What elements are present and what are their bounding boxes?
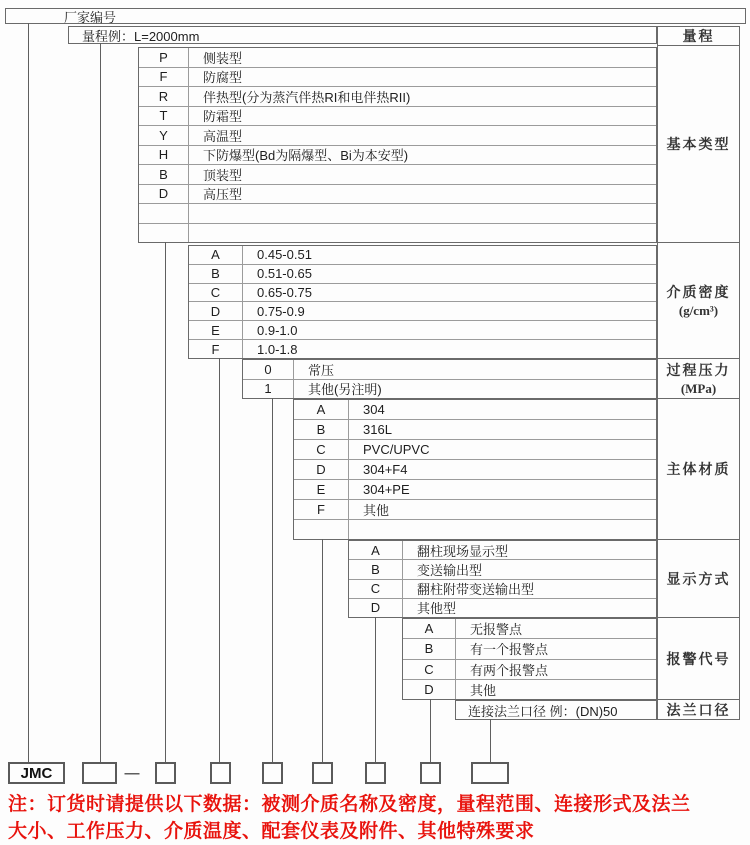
table-row: B 0.51-0.65 bbox=[189, 264, 656, 283]
table-row: F 防腐型 bbox=[139, 67, 656, 87]
table-row: B 有一个报警点 bbox=[403, 638, 656, 658]
label-flange: 法兰口径 bbox=[658, 699, 739, 719]
label-display-mode: 显示方式 bbox=[658, 539, 739, 617]
range-example-label: 量程例：L=2000mm bbox=[82, 28, 200, 44]
connector-line-alarm bbox=[430, 699, 431, 763]
code-box-range bbox=[82, 762, 117, 784]
table-row: Y 高温型 bbox=[139, 125, 656, 145]
order-note-line1: 注：订货时请提供以下数据：被测介质名称及密度，量程范围、连接形式及法兰 bbox=[8, 794, 691, 815]
code-box-material bbox=[312, 762, 333, 784]
table-row: F 其他 bbox=[294, 499, 656, 519]
order-note-line2: 大小、工作压力、介质温度、配套仪表及附件、其他特殊要求 bbox=[8, 821, 535, 842]
label-medium-density: 介质密度 (g/cm³) bbox=[658, 242, 739, 358]
label-body-material: 主体材质 bbox=[658, 398, 739, 539]
label-process-pressure: 过程压力 (MPa) bbox=[658, 358, 739, 398]
table-row: A 0.45-0.51 bbox=[189, 246, 656, 264]
table-row: A 304 bbox=[294, 400, 656, 419]
flange-size-row bbox=[455, 700, 657, 720]
body-material-table bbox=[293, 399, 657, 540]
connector-line-display bbox=[375, 617, 376, 763]
table-row-empty bbox=[139, 203, 656, 223]
table-row: E 304+PE bbox=[294, 479, 656, 499]
code-box-flange bbox=[471, 762, 509, 784]
code-box-basic-type bbox=[155, 762, 176, 784]
table-row: B 变送输出型 bbox=[349, 559, 656, 578]
table-row: 1 其他(另注明) bbox=[243, 379, 656, 399]
table-row: D 其他 bbox=[403, 679, 656, 699]
table-row: D 304+F4 bbox=[294, 459, 656, 479]
table-row: C PVC/UPVC bbox=[294, 439, 656, 459]
code-box-density bbox=[210, 762, 231, 784]
table-row: H 下防爆型(Bd为隔爆型、Bi为本安型) bbox=[139, 145, 656, 165]
table-row: 0 常压 bbox=[243, 360, 656, 379]
medium-density-table bbox=[188, 245, 657, 359]
table-row-empty bbox=[294, 519, 656, 539]
table-row: D 其他型 bbox=[349, 598, 656, 617]
range-example-box bbox=[68, 26, 657, 44]
separator-dash: — bbox=[124, 764, 140, 782]
connector-line-factory bbox=[28, 23, 29, 763]
alarm-code-table bbox=[402, 618, 657, 700]
label-basic-type: 基本类型 bbox=[658, 45, 739, 242]
table-row: P 侧装型 bbox=[139, 48, 656, 67]
category-label-column bbox=[657, 26, 740, 720]
code-box-display bbox=[365, 762, 386, 784]
display-mode-table bbox=[348, 540, 657, 618]
connector-line-range bbox=[100, 43, 101, 763]
table-row: T 防霜型 bbox=[139, 106, 656, 126]
model-prefix-box: JMC bbox=[8, 762, 65, 784]
code-box-pressure bbox=[262, 762, 283, 784]
order-note bbox=[8, 791, 748, 845]
table-row: D 高压型 bbox=[139, 184, 656, 204]
table-row: D 0.75-0.9 bbox=[189, 301, 656, 320]
table-row: A 无报警点 bbox=[403, 619, 656, 638]
table-row: 连接法兰口径 例：(DN)50 bbox=[468, 703, 618, 719]
connector-line-pressure bbox=[272, 398, 273, 763]
basic-type-table bbox=[138, 47, 657, 243]
table-row: A 翻柱现场显示型 bbox=[349, 541, 656, 559]
table-row: F 1.0-1.8 bbox=[189, 339, 656, 358]
connector-line-material bbox=[322, 539, 323, 763]
table-row: C 有两个报警点 bbox=[403, 659, 656, 679]
process-pressure-table bbox=[242, 359, 657, 399]
label-range: 量程 bbox=[682, 30, 715, 45]
connector-line-density bbox=[219, 358, 220, 763]
table-row: E 0.9-1.0 bbox=[189, 320, 656, 339]
factory-code-box bbox=[5, 8, 746, 24]
connector-line-basic-type bbox=[165, 242, 166, 763]
table-row: B 316L bbox=[294, 419, 656, 439]
table-row: C 0.65-0.75 bbox=[189, 283, 656, 302]
table-row: R 伴热型(分为蒸汽伴热RI和电伴热RII) bbox=[139, 86, 656, 106]
table-row: B 顶装型 bbox=[139, 164, 656, 184]
label-alarm-code: 报警代号 bbox=[658, 617, 739, 699]
table-row-empty bbox=[139, 223, 656, 243]
connector-line-flange bbox=[490, 719, 491, 763]
factory-code-label: 厂家编号 bbox=[64, 9, 117, 25]
code-box-alarm bbox=[420, 762, 441, 784]
table-row: C 翻柱附带变送输出型 bbox=[349, 579, 656, 598]
